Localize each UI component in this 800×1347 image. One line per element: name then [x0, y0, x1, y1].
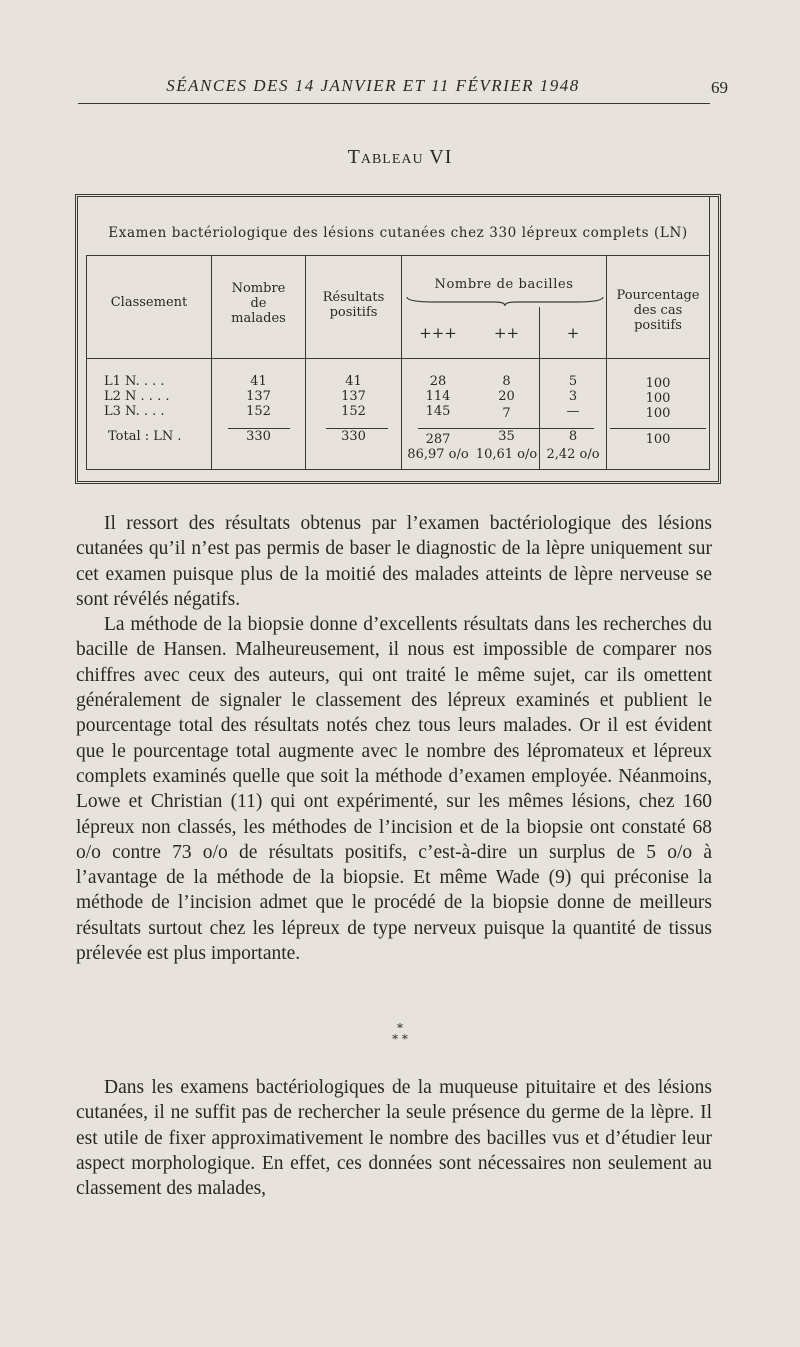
total-pourcentage: 100	[645, 432, 671, 447]
header-plus1: +	[566, 324, 580, 342]
header-pourcentage-line3: positifs	[634, 318, 682, 333]
total-malades: 330	[246, 429, 271, 444]
header-nombre-malades-line3: malades	[231, 311, 286, 326]
header-plus3: +++	[419, 324, 457, 342]
total-plus2: 35	[498, 429, 515, 444]
row2-plus1: 3	[568, 389, 578, 404]
total-plus3: 287	[425, 432, 451, 447]
row3-positifs: 152	[341, 404, 366, 419]
table-vrule-left	[86, 255, 87, 470]
asterism-top: *	[397, 1021, 403, 1035]
row3-pourcentage: 100	[645, 406, 671, 421]
row1-malades: 41	[250, 374, 267, 389]
header-resultats-positifs	[306, 290, 401, 320]
row1-classement: L1 N. . . .	[104, 374, 165, 389]
table-rule-title	[86, 255, 710, 256]
row1-plus3: 28	[429, 374, 447, 389]
header-pourcentage-line1: Pourcentage	[616, 288, 700, 303]
table-caption-number: VI	[429, 146, 453, 168]
table-vrule-right	[709, 197, 710, 470]
body-text-lower	[76, 1075, 712, 1201]
total-plus1-pct: 2,42 o/o	[546, 447, 600, 462]
header-pourcentage	[607, 288, 709, 333]
row3-plus2: 7	[502, 406, 511, 421]
total-plus1: 8	[568, 429, 578, 444]
table-vi	[75, 194, 721, 484]
header-resultats-line1: Résultats	[322, 290, 385, 305]
asterism	[0, 1023, 800, 1045]
running-header	[78, 72, 728, 106]
header-nombre-malades	[212, 281, 305, 326]
row2-plus2: 20	[498, 389, 515, 404]
running-title: SÉANCES DES 14 JANVIER ET 11 FÉVRIER 1948	[166, 76, 580, 95]
total-plus2-pct: 10,61 o/o	[475, 447, 538, 462]
row2-malades: 137	[246, 389, 271, 404]
table-title: Examen bactériologique des lésions cutanées chez 330 lépreux complets (LN)	[108, 225, 688, 241]
total-classement: Total : LN .	[108, 429, 182, 444]
table-caption	[0, 146, 800, 169]
header-resultats-line2: positifs	[329, 305, 378, 320]
table-rule-header-bottom	[86, 358, 710, 359]
total-positifs: 330	[341, 429, 366, 444]
table-rule-bottom	[86, 469, 710, 470]
header-nombre-malades-line2: de	[250, 296, 267, 311]
row3-plus3: 145	[425, 404, 451, 419]
asterism-bottom: * *	[392, 1032, 408, 1046]
row2-classement: L2 N . . . .	[104, 389, 170, 404]
row2-positifs: 137	[341, 389, 366, 404]
row2-plus3: 114	[425, 389, 451, 404]
header-rule	[78, 103, 710, 104]
total-plus3-pct: 86,97 o/o	[407, 447, 469, 462]
row1-plus1: 5	[568, 374, 578, 389]
row3-plus1: —	[566, 404, 580, 419]
paragraph-2: La méthode de la biopsie donne d’excellents résultats dans les recherches du bacille de Hansen. Malheureusement, il nous est impossible de comparer nos chiffres avec ceux des auteurs, qui ont traité le même sujet, car ils omettent généralement de signaler le classement des lépreux examinés et publient le pourcentage total des résultats notés chez tous leurs malades. Or il est évident que le pourcentage total augmente avec le nombre des lépromateux et lépreux complets examinés quelle que soit la méthode d’examen employée. Néanmoins, Lowe et Christian (11) qui ont expérimenté, sur les mêmes lésions, chez 160 lépreux non classés, les méthodes de l’incision et de la biopsie ont constaté 68 o/o contre 73 o/o de résultats positifs, c’est-à-dire un surplus de 5 o/o à l’avantage de la méthode de la biopsie. Et même Wade (9) qui préconise la méthode de l’incision admet que le procédé de la biopsie donne de meilleurs résultats surtout chez les lépreux de type nerveux puisque la quantité de tissus prélevée est plus importante.	[76, 614, 712, 965]
row3-classement: L3 N. . . .	[104, 404, 165, 419]
row1-plus2: 8	[502, 374, 511, 389]
row3-malades: 152	[246, 404, 271, 419]
paragraph-1: Il ressort des résultats obtenus par l’examen bactériologique des lésions cutanées qu’il n’est pas permis de baser le diagnostic de la lèpre uniquement sur cet examen puisque plus de la moitié des malades atteints de lèpre nerveuse se sont révélés négatifs.	[76, 513, 712, 610]
header-plus2: ++	[493, 324, 520, 342]
row1-positifs: 41	[345, 374, 362, 389]
row2-pourcentage: 100	[645, 391, 671, 406]
brace-bacilles	[405, 295, 605, 307]
paragraph-3: Dans les examens bactériologiques de la muqueuse pituitaire et des lésions cutanées, il ne suffit pas de rechercher la seule présence du germe de la lèpre. Il est utile de fixer approximativement le nombre des bacilles vus et d’étudier leur aspect morphologique. En effet, ces données sont nécessaires non seulement au classement des malades,	[76, 1077, 712, 1200]
row1-pourcentage: 100	[645, 376, 671, 391]
cell-sep-pourcentage	[610, 428, 706, 429]
table-caption-word: Tableau	[347, 146, 424, 168]
body-text-upper	[76, 511, 712, 966]
header-nombre-malades-line1: Nombre	[231, 281, 286, 296]
header-classement: Classement	[110, 295, 188, 310]
header-nombre-bacilles: Nombre de bacilles	[434, 277, 574, 292]
header-pourcentage-line2: des cas	[633, 303, 683, 318]
page-number: 69	[711, 78, 728, 97]
